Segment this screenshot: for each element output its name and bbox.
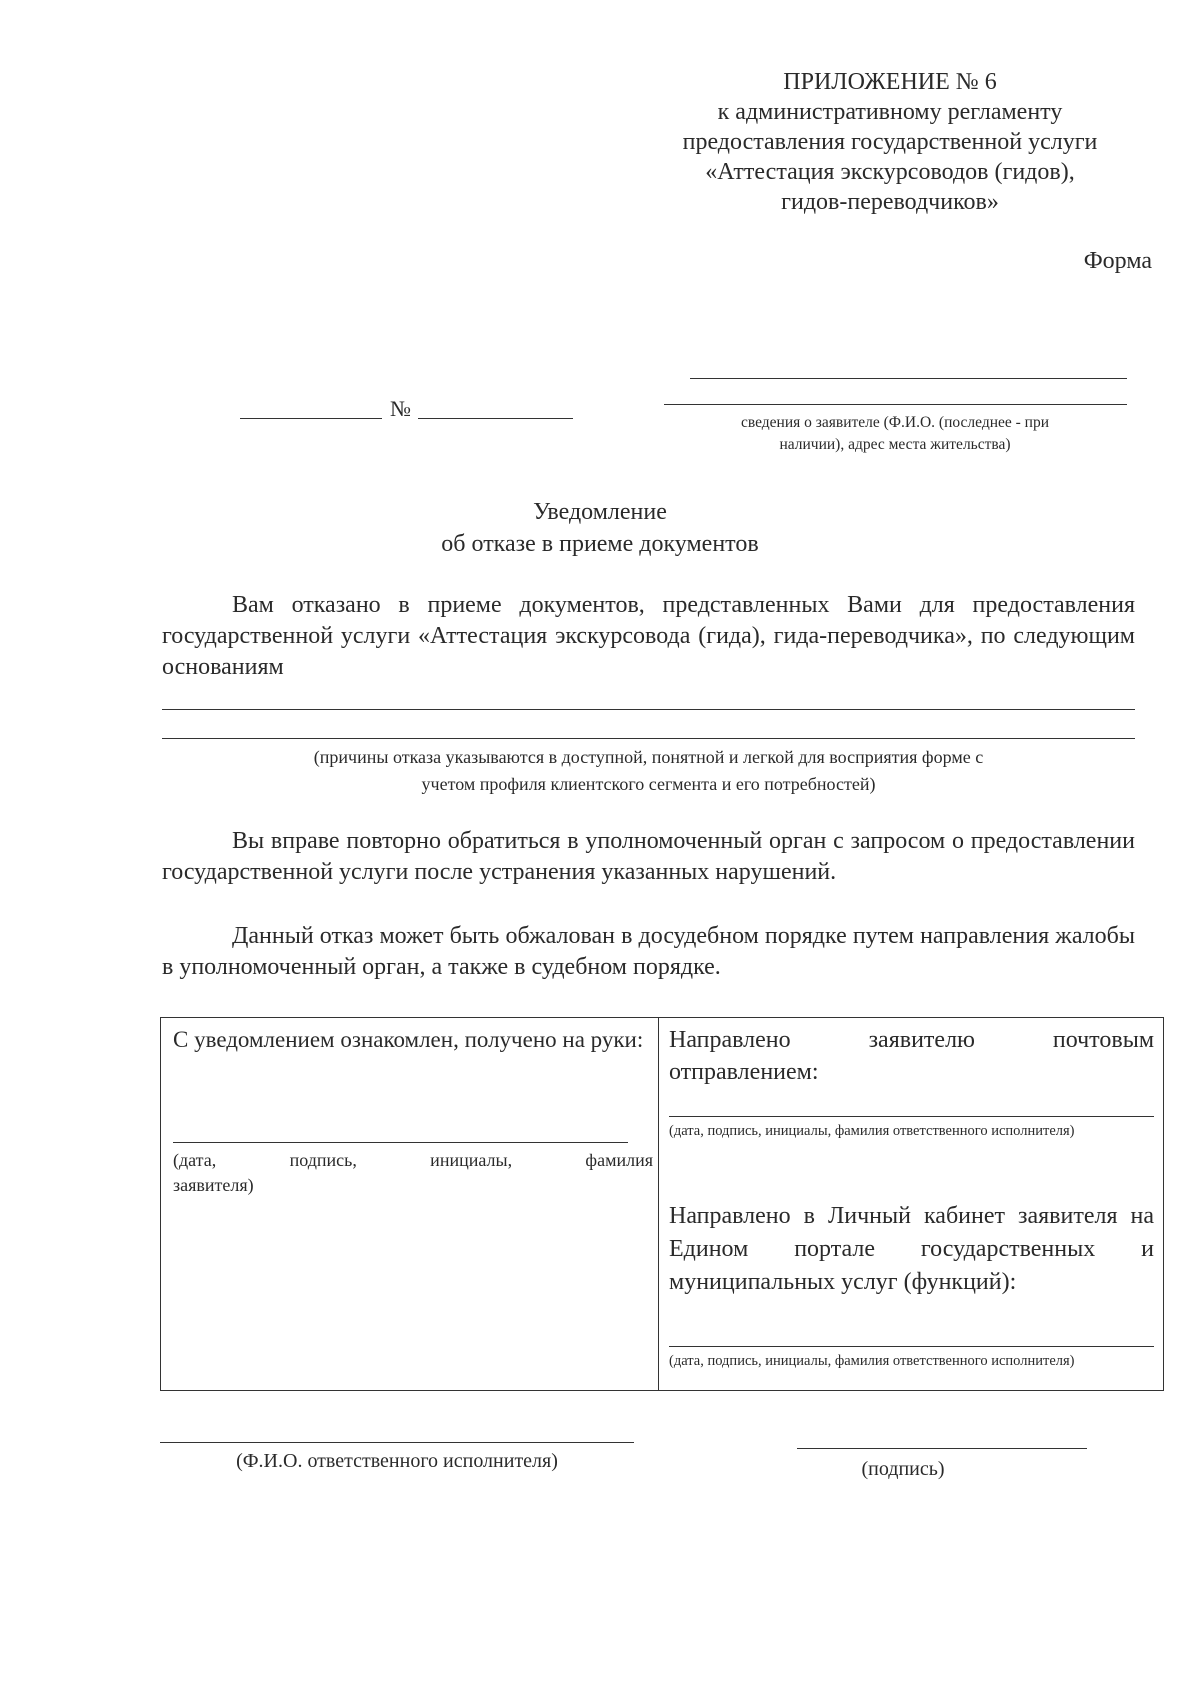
delivery-table	[160, 1017, 1164, 1391]
reapply-paragraph: Вы вправе повторно обратиться в уполномоченный орган с запросом о предоставлении государственной услуги после устранения указанных нарушений.	[162, 828, 1135, 885]
appendix-line-4: гидов-переводчиков»	[781, 189, 999, 215]
signature-line	[797, 1448, 1087, 1449]
number-sign: №	[390, 396, 411, 421]
portal-signature-line	[669, 1346, 1154, 1347]
executor-name-line	[160, 1442, 634, 1443]
notice-title-line-1: Уведомление	[533, 499, 667, 525]
date-blank-line	[240, 418, 382, 419]
mail-delivery-text: Направлено заявителю почтовым отправлением:	[669, 1027, 1154, 1085]
number-blank-line	[418, 418, 573, 419]
mail-signature-line	[669, 1116, 1154, 1117]
appendix-header	[630, 67, 1150, 217]
notice-title-line-2: об отказе в приеме документов	[441, 531, 759, 557]
reasons-line-1	[162, 709, 1135, 710]
delivery-cell	[659, 1018, 1164, 1391]
executor-caption: (Ф.И.О. ответственного исполнителя)	[236, 1450, 558, 1472]
appendix-line-1: к административному регламенту	[717, 99, 1063, 125]
notice-title	[300, 496, 900, 560]
mail-caption: (дата, подпись, инициалы, фамилия ответственного исполнителя)	[669, 1123, 1075, 1139]
appendix-number: ПРИЛОЖЕНИЕ № 6	[783, 69, 997, 95]
reasons-caption-line-1: (причины отказа указываются в доступной, понятной и легкой для восприятия форме с	[313, 747, 984, 767]
applicant-line-2	[664, 404, 1127, 405]
reasons-caption-line-2: учетом профиля клиентского сегмента и его потребностей)	[421, 774, 876, 794]
signature-caption: (подпись)	[861, 1458, 945, 1480]
handover-caption: (дата, подпись, инициалы, фамилия заявителя)	[173, 1150, 653, 1195]
appendix-line-2: предоставления государственной услуги	[682, 129, 1098, 155]
portal-caption: (дата, подпись, инициалы, фамилия ответственного исполнителя)	[669, 1353, 1075, 1369]
appeal-paragraph: Данный отказ может быть обжалован в досудебном порядке путем направления жалобы в уполномоченный орган, а также в судебном порядке.	[162, 923, 1135, 980]
appendix-line-3: «Аттестация экскурсоводов (гидов),	[705, 159, 1075, 185]
handover-cell	[161, 1018, 659, 1391]
reasons-caption	[162, 744, 1135, 798]
portal-delivery-text: Направлено в Личный кабинет заявителя на Едином портале государственных и муниципальных услуг (функций):	[669, 1203, 1154, 1295]
refusal-paragraph: Вам отказано в приеме документов, представленных Вами для предоставления государственной услуги «Аттестация экскурсовода (гида), гида-переводчика», по следующим основаниям	[162, 592, 1135, 680]
applicant-caption-line-1: сведения о заявителе (Ф.И.О. (последнее - при	[740, 414, 1050, 431]
applicant-line-1	[690, 378, 1127, 379]
reasons-line-2	[162, 738, 1135, 739]
form-label: Форма	[1083, 248, 1152, 274]
handover-signature-line	[173, 1142, 628, 1143]
applicant-caption-line-2: наличии), адрес места жительства)	[779, 436, 1011, 453]
handover-text: С уведомлением ознакомлен, получено на руки:	[173, 1027, 644, 1052]
applicant-caption	[660, 412, 1130, 456]
